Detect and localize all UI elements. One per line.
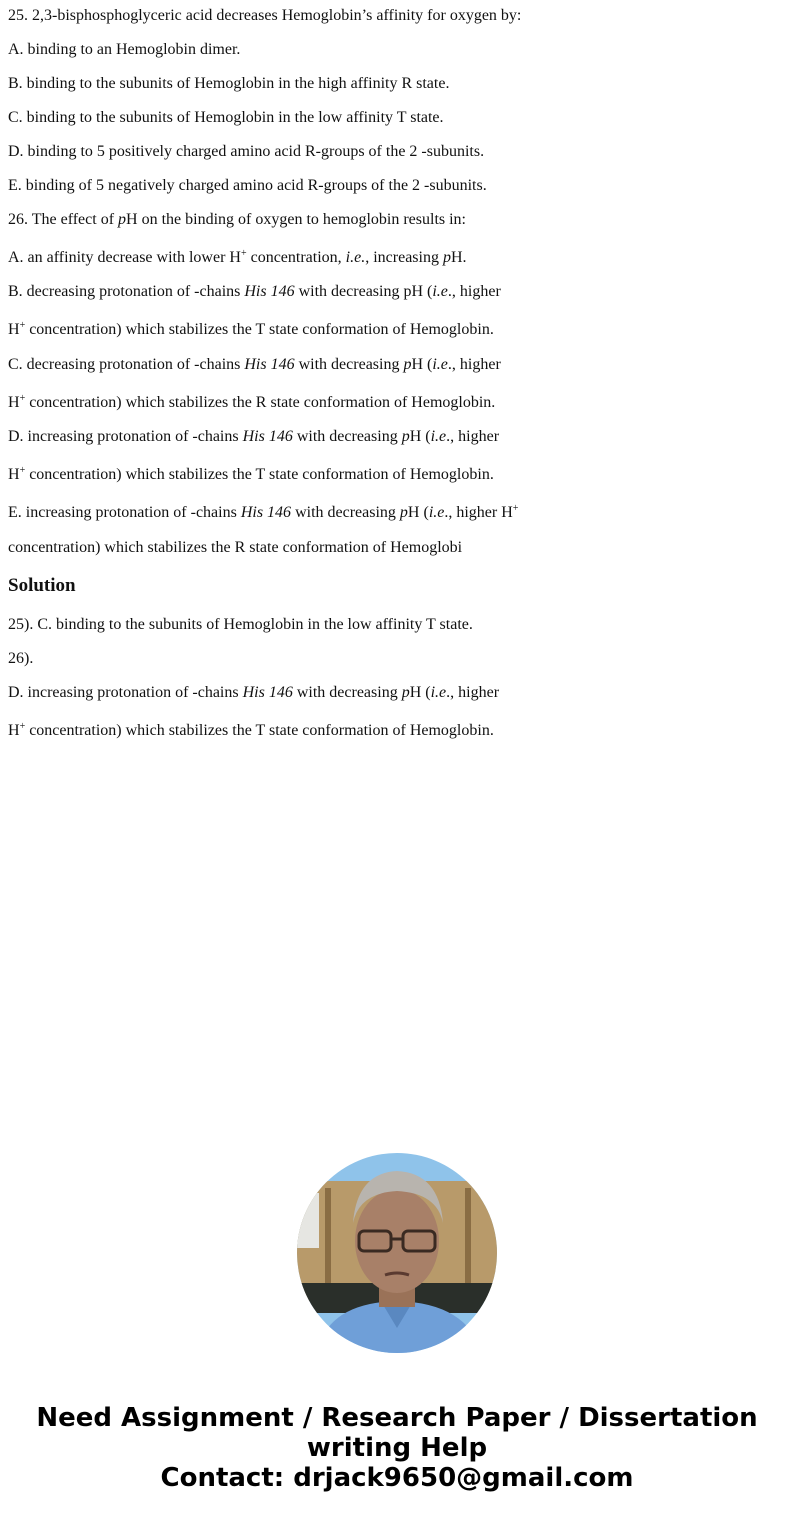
text: ., higher	[447, 356, 501, 373]
superscript: +	[19, 320, 26, 331]
text-italic: His 146	[242, 428, 293, 445]
footer-line-2: writing Help	[306, 1433, 488, 1463]
text-italic: His 146	[242, 684, 293, 701]
text: with decreasing	[291, 504, 400, 521]
text-italic: p	[442, 249, 451, 266]
text: H on the binding of oxygen to hemoglobin results in:	[126, 211, 466, 228]
text-italic: i.e	[428, 504, 445, 521]
author-photo-icon	[297, 1153, 497, 1353]
question-26-option-e-line2: concentration) which stabilizes the R state conformation of Hemoglobi	[8, 539, 463, 556]
text-italic: i.e.	[345, 249, 366, 266]
text-italic: His 146	[240, 504, 292, 521]
question-26-option-d-line2	[8, 466, 494, 484]
text: E. increasing protonation of -chains	[8, 504, 241, 521]
text: H (	[407, 504, 429, 521]
text: H	[8, 394, 20, 411]
superscript: +	[240, 248, 247, 259]
text: H (	[409, 428, 431, 445]
footer-contact-email: Contact: drjack9650@gmail.com	[160, 1463, 634, 1493]
question-26-option-c-line1	[8, 356, 501, 374]
text: H	[8, 466, 20, 483]
text-italic: i.e	[430, 428, 447, 445]
question-25-option-d: D. binding to 5 positively charged amino acid R-groups of the 2 -subunits.	[8, 143, 485, 160]
text: D. increasing protonation of -chains	[8, 428, 243, 445]
superscript: +	[19, 465, 26, 476]
text: H	[8, 722, 20, 739]
text: concentration) which stabilizes the R state conformation of Hemoglobin.	[25, 394, 496, 411]
text: H.	[450, 249, 467, 266]
text-italic: p	[403, 356, 412, 373]
answer-26-line1	[8, 684, 499, 702]
text: H (	[411, 356, 433, 373]
question-26-option-d-line1	[8, 428, 499, 446]
text: C. decreasing protonation of -chains	[8, 356, 245, 373]
portrait-illustration	[297, 1153, 497, 1353]
text-italic: His 146	[244, 356, 295, 373]
question-25-option-e: E. binding of 5 negatively charged amino acid R-groups of the 2 -subunits.	[8, 177, 487, 194]
text-italic: His 146	[244, 283, 295, 300]
question-26-option-e-line1	[8, 504, 518, 522]
text: with decreasing	[292, 428, 402, 445]
text-italic: p	[399, 504, 408, 521]
text: with decreasing	[292, 684, 402, 701]
text-italic: p	[401, 684, 410, 701]
text-italic: i.e	[432, 283, 448, 300]
question-26-stem	[8, 211, 466, 229]
text: ., higher	[446, 428, 500, 445]
text: 26. The effect of	[8, 211, 119, 228]
answer-25: 25). C. binding to the subunits of Hemoglobin in the low affinity T state.	[8, 616, 473, 633]
question-25-option-a: A. binding to an Hemoglobin dimer.	[8, 41, 241, 58]
text: with decreasing pH (	[294, 283, 433, 300]
question-26-option-c-line2	[8, 394, 495, 412]
text-italic: p	[118, 211, 127, 228]
text: ., higher	[447, 283, 501, 300]
text: concentration) which stabilizes the T state conformation of Hemoglobin.	[25, 321, 494, 338]
solution-heading: Solution	[8, 575, 76, 596]
text: , increasing	[365, 249, 443, 266]
contact-footer	[0, 1403, 794, 1493]
superscript: +	[19, 393, 26, 404]
text: H (	[409, 684, 431, 701]
footer-line-1: Need Assignment / Research Paper / Dissertation	[36, 1403, 758, 1433]
text: A. an affinity decrease with lower H	[8, 249, 241, 266]
text-italic: i.e	[430, 684, 447, 701]
text-italic: i.e	[432, 356, 448, 373]
text: ., higher H	[444, 504, 513, 521]
superscript: +	[19, 721, 26, 732]
question-26-option-b-line1	[8, 283, 501, 301]
text: ., higher	[446, 684, 500, 701]
question-26-option-b-line2	[8, 321, 494, 339]
question-26-option-a	[8, 249, 467, 267]
question-25-option-b: B. binding to the subunits of Hemoglobin in the high affinity R state.	[8, 75, 450, 92]
text: concentration) which stabilizes the T state conformation of Hemoglobin.	[25, 466, 494, 483]
text: with decreasing	[294, 356, 404, 373]
answer-26-line2	[8, 722, 494, 740]
text: D. increasing protonation of -chains	[8, 684, 243, 701]
question-25-option-c: C. binding to the subunits of Hemoglobin in the low affinity T state.	[8, 109, 444, 126]
text: concentration,	[246, 249, 346, 266]
text-italic: p	[401, 428, 410, 445]
question-25-stem: 25. 2,3-bisphosphoglyceric acid decreases Hemoglobin’s affinity for oxygen by:	[8, 7, 522, 24]
answer-26-label: 26).	[8, 650, 34, 667]
superscript: +	[512, 503, 519, 514]
text: B. decreasing protonation of -chains	[8, 283, 245, 300]
text: concentration) which stabilizes the T state conformation of Hemoglobin.	[25, 722, 494, 739]
text: H	[8, 321, 20, 338]
